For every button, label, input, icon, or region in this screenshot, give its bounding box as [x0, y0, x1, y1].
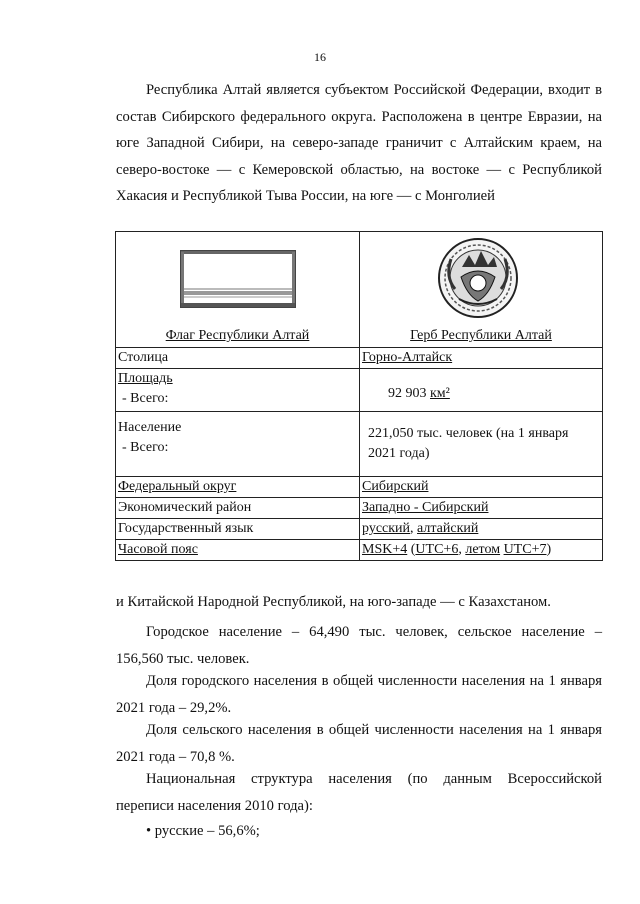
- table-row: [116, 412, 603, 477]
- table-row: [116, 477, 603, 498]
- area-value-cell: [360, 369, 603, 412]
- area-unit[interactable]: км²: [430, 386, 450, 401]
- timezone-msk[interactable]: MSK+4: [362, 542, 408, 557]
- language-separator: ,: [410, 521, 418, 536]
- intro-paragraph: Республика Алтай является субъектом Российской Федерации, входит в состав Сибирского федерального округа. Расположена в центре Евразии, на юге Западной Сибири, на северо-западе граничит с Алтайским краем, на северо-востоке — с Кемеровской областью, на востоке — с Республикой Хакасия и Республикой Тыва России, на юге — с Монголией: [116, 82, 602, 204]
- area-value: 92 903: [388, 386, 427, 401]
- economic-region-label: Экономический район: [116, 498, 360, 519]
- urban-share-paragraph: Доля городского населения в общей численности населения на 1 января 2021 года – 29,2%.: [116, 673, 602, 716]
- bullet-russians: • русские – 56,6%;: [146, 823, 260, 839]
- timezone-utc7[interactable]: UTC+7: [503, 542, 547, 557]
- table-row: [116, 348, 603, 369]
- language-value-cell: [360, 519, 603, 540]
- timezone-label[interactable]: Часовой пояс: [116, 540, 360, 561]
- emblem-cell: [360, 232, 603, 348]
- table-row: [116, 369, 603, 412]
- capital-label: Столица: [116, 348, 360, 369]
- table-row: [116, 519, 603, 540]
- continuation-paragraph: и Китайской Народной Республикой, на юго-западе — с Казахстаном.: [116, 594, 551, 610]
- flag-cell: [116, 232, 360, 348]
- table-row: [116, 498, 603, 519]
- timezone-summer[interactable]: летом: [465, 542, 501, 557]
- page-number: 16: [314, 50, 326, 64]
- info-table: [115, 231, 603, 561]
- area-sub-label: - Всего:: [122, 391, 169, 406]
- population-value: 221,050 тыс. человек (на 1 января 2021 года): [360, 412, 603, 477]
- national-structure-paragraph: Национальная структура населения (по данным Всероссийской переписи населения 2010 года):: [116, 771, 602, 814]
- population-label: Население: [118, 420, 182, 435]
- flag-caption: Флаг Республики Алтай: [165, 328, 310, 343]
- flag-image: [180, 250, 296, 308]
- capital-value[interactable]: Горно-Алтайск: [360, 348, 603, 369]
- emblem-image: [437, 237, 519, 319]
- economic-region-value[interactable]: Западно - Сибирский: [360, 498, 603, 519]
- language-russian[interactable]: русский: [362, 521, 411, 536]
- table-row: [116, 540, 603, 561]
- emblem-caption: Герб Республики Алтай: [410, 328, 552, 343]
- population-sub-label: - Всего:: [122, 440, 169, 455]
- language-label: Государственный язык: [116, 519, 360, 540]
- timezone-value-cell: MSK+4 (UTC+6, летом UTC+7): [360, 540, 603, 561]
- rural-share-paragraph: Доля сельского населения в общей численности населения на 1 января 2021 года – 70,8 %.: [116, 722, 602, 765]
- federal-district-value[interactable]: Сибирский: [360, 477, 603, 498]
- timezone-utc6[interactable]: UTC+6: [415, 542, 459, 557]
- area-label[interactable]: Площадь: [118, 371, 173, 386]
- table-row-images: [116, 232, 603, 348]
- urban-rural-paragraph: Городское население – 64,490 тыс. человек, сельское население – 156,560 тыс. человек.: [116, 624, 602, 667]
- language-altai[interactable]: алтайский: [417, 521, 479, 536]
- federal-district-label[interactable]: Федеральный округ: [116, 477, 360, 498]
- area-label-cell: [116, 369, 360, 412]
- population-label-cell: [116, 412, 360, 477]
